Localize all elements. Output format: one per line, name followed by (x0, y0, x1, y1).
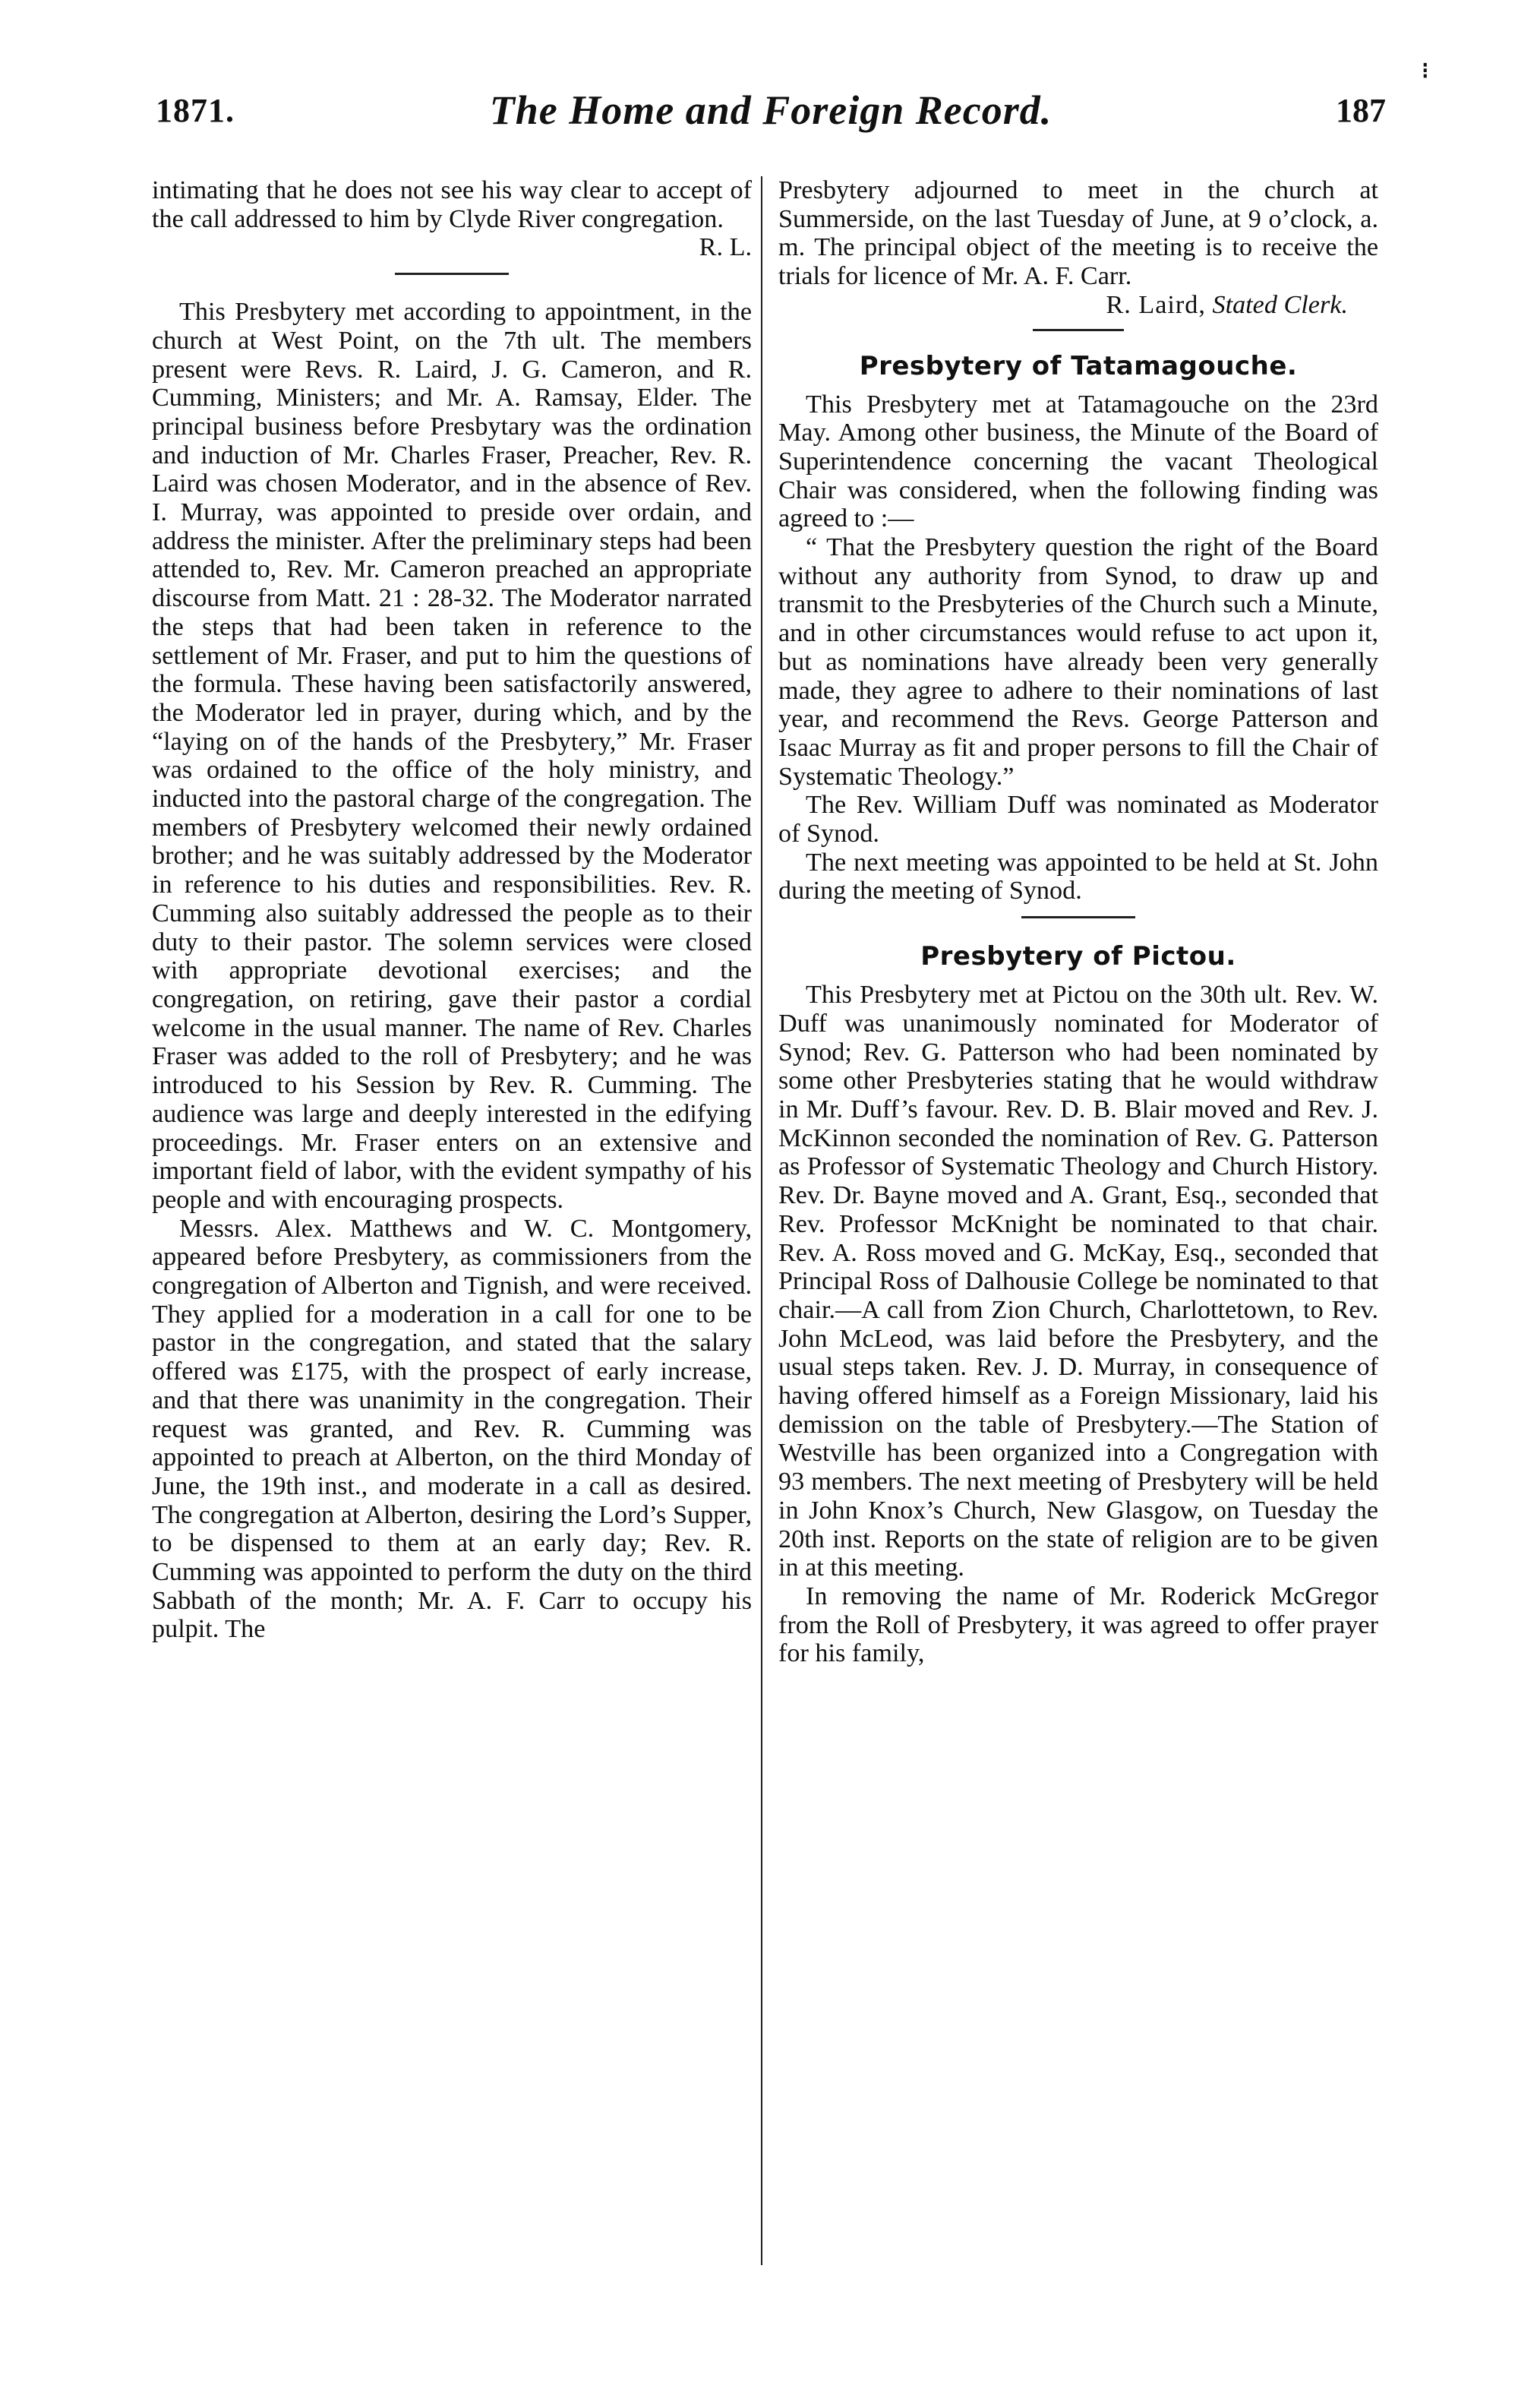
left-column (152, 176, 752, 1644)
section-divider (395, 273, 509, 275)
clerk-title: Stated Clerk. (1212, 290, 1348, 319)
pictou-paragraph-2: In removing the name of Mr. Roderick McGregor from the Roll of Presbytery, it was agreed to offer prayer for his family, (778, 1582, 1378, 1668)
heading-tatamagouche: Presbytery of Tatamagouche. (859, 350, 1298, 381)
column-divider (761, 176, 762, 2265)
clerk-name: R. Laird, (1106, 290, 1206, 319)
clerk-signature (778, 291, 1378, 320)
left-paragraph-3: Messrs. Alex. Matthews and W. C. Montgomery, appeared before Presbytery, as commissioners from the congregation of Alberton and Tignish, and were received. They applied for a moderation in a call for one to be pastor in the congregation, and stated that the salary offered was £175, with the prospect of early increase, and that there was unanimity in the congregation. Their request was granted, and Rev. R. Cumming was appointed to preach at Alberton, on the third Monday of June, the 19th inst., and moderate in a call as desired. The congregation at Alberton, desiring the Lord’s Supper, to be dispensed to them at an early day; Rev. R. Cumming was appointed to perform the duty on the third Sabbath of the month; Mr. A. F. Carr to occupy his pulpit. The (152, 1214, 752, 1644)
heading-pictou: Presbytery of Pictou. (920, 941, 1236, 972)
section-divider (1033, 329, 1124, 331)
right-column (778, 176, 1378, 1668)
tatamagouche-paragraph-1: This Presbytery met at Tatamagouche on the 23rd May. Among other business, the Minute of the Board of Superintendence concerning the vacant Theological Chair was considered, when the following finding was agreed to :— (778, 390, 1378, 533)
pictou-paragraph-1: This Presbytery met at Pictou on the 30th ult. Rev. W. Duff was unanimously nominated for Moderator of Synod; Rev. G. Patterson who had been nominated by some other Presbyteries stating that he would withdraw in Mr. Duff’s favour. Rev. D. B. Blair moved and Rev. J. McKinnon seconded the nomination of Rev. G. Patterson as Professor of Systematic Theology and Church History. Rev. Dr. Bayne moved and A. Grant, Esq., seconded that Rev. Professor McKnight be nominated to that chair. Rev. A. Ross moved and G. McKay, Esq., seconded that Principal Ross of Dalhousie College be nominated to that chair.—A call from Zion Church, Charlottetown, to Rev. John McLeod, was laid before the Presbytery, and the usual steps taken. Rev. J. D. Murray, in consequence of having offered himself as a Foreign Missionary, laid his demission on the table of Presbytery.—The Station of Westville has been organized into a Congregation with 93 members. The next meeting of Presbytery will be held in John Knox’s Church, New Glasgow, on Tuesday the 20th inst. Reports on the state of religion are to be given in at this meeting. (778, 981, 1378, 1582)
header-title: The Home and Foreign Record. (489, 87, 1053, 133)
tatamagouche-quote: “ That the Presbytery question the right of the Board without any authority from Synod, to draw up and transmit to the Presbyteries of the Church such a Minute, and in other circumstances would refuse to act upon it, but as nominations have already been very generally made, they agree to adhere to their nominations of last year, and recommend the Revs. George Patterson and Isaac Murray as fit and proper persons to fill the Chair of Systematic Theology.” (778, 533, 1378, 791)
tatamagouche-paragraph-4: The next meeting was appointed to be held at St. John during the meeting of Synod. (778, 848, 1378, 905)
left-paragraph-1: intimating that he does not see his way clear to accept of the call addressed to him by Clyde River congregation. (152, 176, 752, 233)
stray-mark: ⁝ (1422, 58, 1429, 84)
right-paragraph-1: Presbytery adjourned to meet in the church at Summerside, on the last Tuesday of June, at 9 o’clock, a. m. The principal object of the meeting is to receive the trials for licence of Mr. A. F. Carr. (778, 176, 1378, 291)
page-number: 187 (1336, 92, 1386, 129)
left-signoff: R. L. (699, 233, 752, 262)
section-divider (1021, 916, 1135, 918)
tatamagouche-paragraph-3: The Rev. William Duff was nominated as Moderator of Synod. (778, 791, 1378, 848)
left-paragraph-2: This Presbytery met according to appointment, in the church at West Point, on the 7th ult. The members present were Revs. R. Laird, J. G. Cameron, and R. Cumming, Ministers; and Mr. A. Ramsay, Elder. The principal business before Presbytary was the ordination and induction of Mr. Charles Fraser, Preacher, Rev. R. Laird was chosen Moderator, and in the absence of Rev. I. Murray, was appointed to preside over ordain, and address the minister. After the preliminary steps had been attended to, Rev. Mr. Cameron preached an appropriate discourse from Matt. 21 : 28-32. The Moderator narrated the steps that had been taken in reference to the settlement of Mr. Fraser, and put to him the questions of the formula. These having been satisfactorily answered, the Moderator led in prayer, during which, and by the “laying on of the hands of the Presbytery,” Mr. Fraser was ordained to the office of the holy ministry, and inducted into the pastoral charge of the congregation. The members of Presbytery welcomed their newly ordained brother; and he was suitably addressed by the Moderator in reference to his duties and responsibilities. Rev. R. Cumming also suitably addressed the people as to their duty to their pastor. The solemn services were closed with appropriate devotional exercises; and the congregation, on retiring, gave their pastor a cordial welcome in the usual manner. The name of Rev. Charles Fraser was added to the roll of Presbytery; and he was introduced to his Session by Rev. R. Cumming. The audience was large and deeply interested in the edifying proceedings. Mr. Fraser enters on an extensive and important field of labor, with the evident sympathy of his people and with encouraging prospects. (152, 298, 752, 1214)
running-header (156, 87, 1386, 144)
header-year: 1871. (156, 92, 235, 129)
